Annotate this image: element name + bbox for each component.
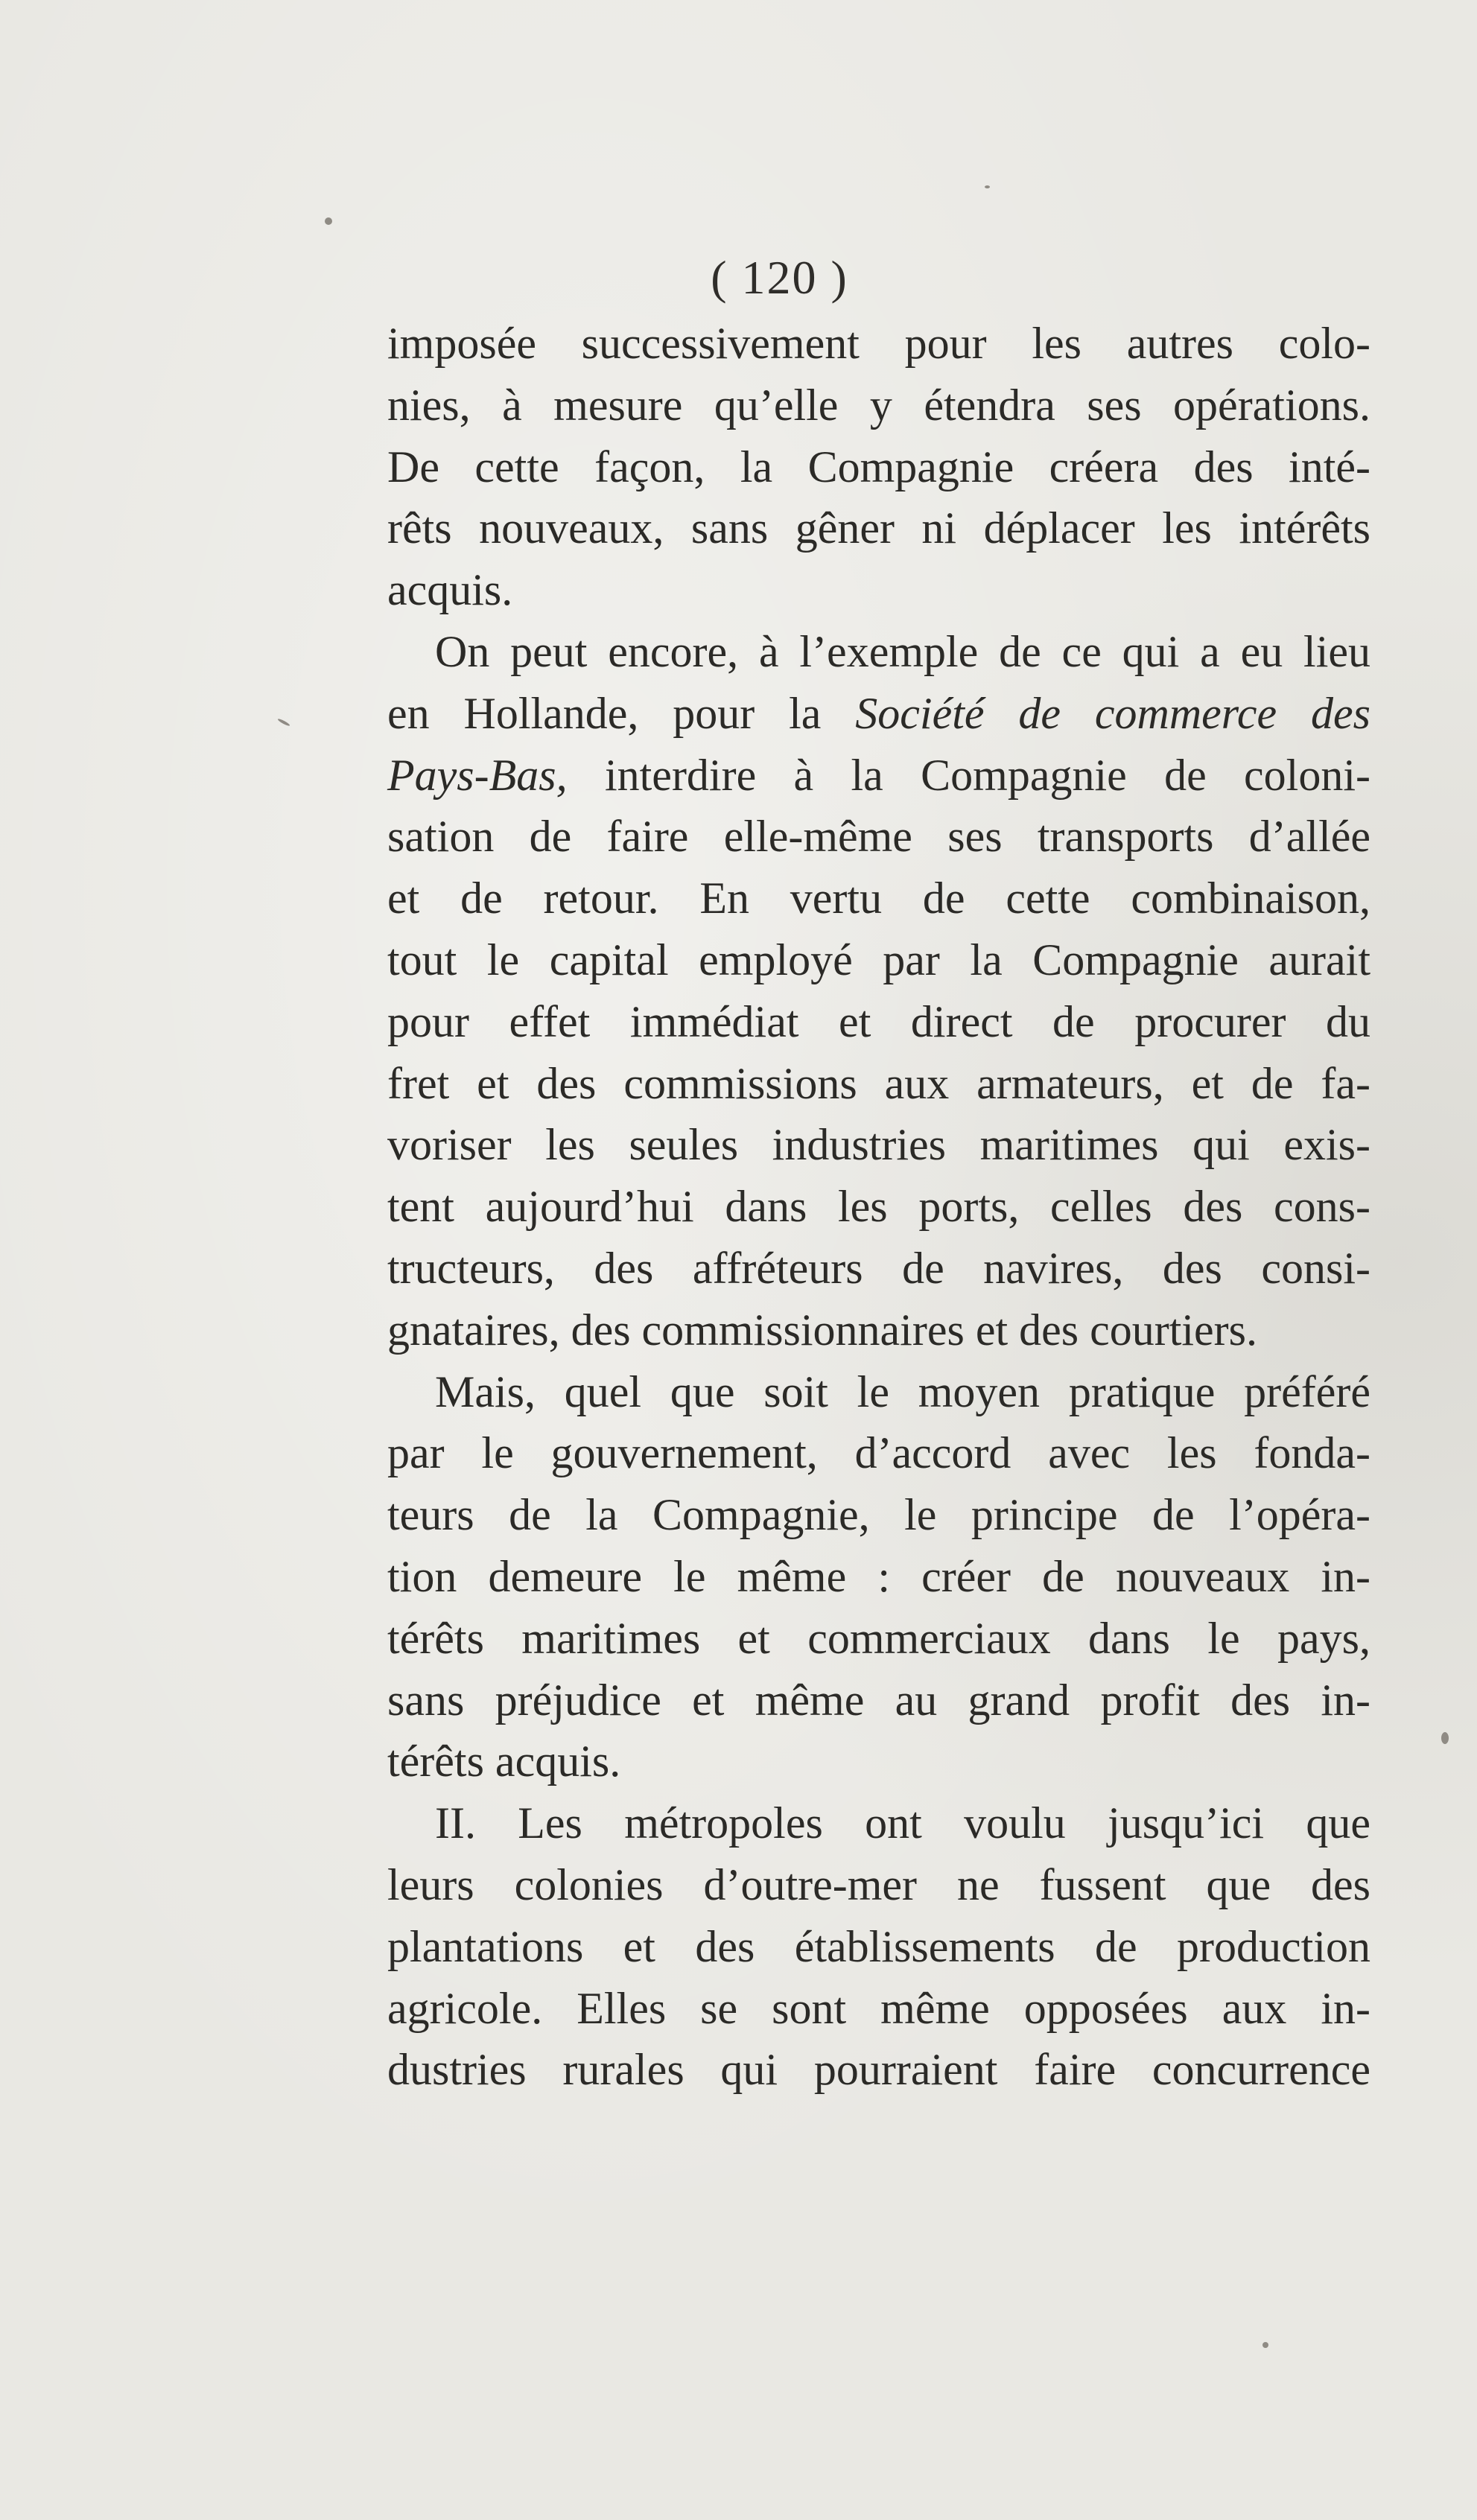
paper-speck xyxy=(1441,1732,1449,1744)
text-line: plantations et des établissements de production xyxy=(387,1921,1370,1971)
text-line: nies, à mesure qu’elle y étendra ses opérations. xyxy=(387,380,1370,430)
text-line: par le gouvernement, d’accord avec les fonda- xyxy=(387,1428,1370,1478)
text-line: tout le capital employé par la Compagnie aurait xyxy=(387,935,1370,984)
text-line: tent aujourd’hui dans les ports, celles des cons- xyxy=(387,1182,1370,1232)
text-line: sans préjudice et même au grand profit des in- xyxy=(387,1675,1370,1725)
text-line: tion demeure le même : créer de nouveaux in- xyxy=(387,1551,1370,1601)
text-line: dustries rurales qui pourraient faire concurrence xyxy=(387,2045,1370,2095)
text-line: Mais, quel que soit le moyen pratique préféré xyxy=(435,1366,1370,1416)
text-line: rêts nouveaux, sans gêner ni déplacer les intérêts xyxy=(387,503,1370,553)
text-line: De cette façon, la Compagnie créera des inté- xyxy=(387,442,1370,491)
text-line xyxy=(387,745,1370,806)
text-line: sation de faire elle-même ses transports d’allée xyxy=(387,812,1370,862)
text-line: leurs colonies d’outre-mer ne fussent que des xyxy=(387,1859,1370,1909)
paper-speck xyxy=(985,185,990,188)
text-line: térêts maritimes et commerciaux dans le pays, xyxy=(387,1613,1370,1663)
text-line: teurs de la Compagnie, le principe de l’opéra- xyxy=(387,1490,1370,1540)
paper-speck xyxy=(1262,2342,1268,2348)
text-segment: en Hollande, pour la xyxy=(387,688,822,738)
text-line: On peut encore, à l’exemple de ce qui a eu lieu xyxy=(435,626,1370,676)
text-line xyxy=(387,683,1370,745)
text-line: térêts acquis. xyxy=(387,1737,621,1786)
page-number: ( 120 ) xyxy=(711,251,848,304)
body-text xyxy=(387,313,1370,2101)
paper-speck xyxy=(325,217,332,225)
text-line: fret et des commissions aux armateurs, et de fa- xyxy=(387,1058,1370,1108)
paper-speck xyxy=(277,718,290,727)
italic-society-name: Société de commerce des xyxy=(855,688,1371,738)
italic-country-name: Pays-Bas, xyxy=(387,750,568,800)
text-line: II. Les métropoles ont voulu jusqu’ici que xyxy=(435,1798,1370,1848)
text-line: acquis. xyxy=(387,565,513,615)
text-line: imposée successivement pour les autres colo- xyxy=(387,319,1370,368)
text-segment: interdire à la Compagnie de coloni- xyxy=(604,750,1371,800)
text-line: pour effet immédiat et direct de procurer du xyxy=(387,996,1370,1046)
text-line: tructeurs, des affréteurs de navires, des consi- xyxy=(387,1243,1370,1293)
text-line: voriser les seules industries maritimes qui exis- xyxy=(387,1120,1370,1170)
text-line: gnataires, des commissionnaires et des courtiers. xyxy=(387,1305,1258,1355)
text-line: et de retour. En vertu de cette combinaison, xyxy=(387,874,1370,923)
text-line: agricole. Elles se sont même opposées aux in- xyxy=(387,1983,1370,2033)
